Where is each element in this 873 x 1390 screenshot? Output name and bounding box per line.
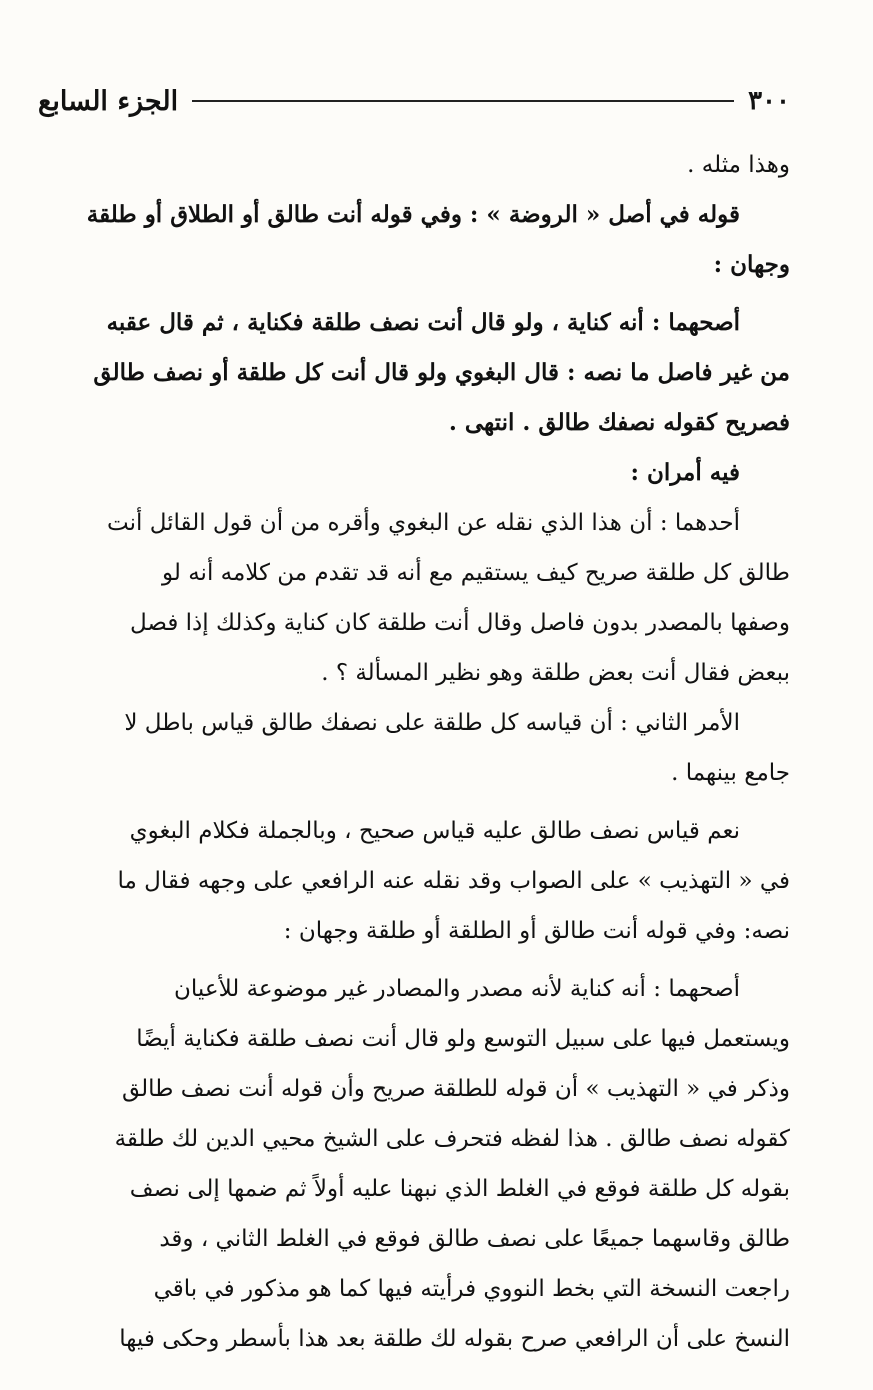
text-line: وذكر في « التهذيب » أن قوله للطلقة صريح وأن قوله أنت نصف طالق <box>121 1076 790 1102</box>
running-header <box>38 80 790 122</box>
text-line: قوله في أصل « الروضة » : وفي قوله أنت طالق أو الطلاق أو طلقة <box>86 201 740 228</box>
text-line: أحدهما : أن هذا الذي نقله عن البغوي وأقره من أن قول القائل أنت <box>107 510 740 536</box>
text-line: نعم قياس نصف طالق عليه قياس صحيح ، وبالجملة فكلام البغوي <box>129 818 740 844</box>
text-line: راجعت النسخة التي بخط النووي فرأيته فيها كما هو مذكور في باقي <box>153 1276 790 1302</box>
text-line: وجهان : <box>713 251 790 278</box>
text-line: ببعض فقال أنت بعض طلقة وهو نظير المسألة ؟ . <box>321 660 790 686</box>
paragraph-gap <box>38 290 790 298</box>
page-number: ٣٠٠ <box>748 86 790 116</box>
paragraph-gap <box>38 798 790 806</box>
text-line: في « التهذيب » على الصواب وقد نقله عنه الرافعي على وجهه فقال ما <box>117 868 790 894</box>
text-line: وهذا مثله . <box>687 152 790 178</box>
volume-title: الجزء السابع <box>38 85 179 117</box>
text-line: بقوله كل طلقة فوقع في الغلط الذي نبهنا عليه أولاً ثم ضمها إلى نصف <box>129 1176 790 1202</box>
text-line: فصريح كقوله نصفك طالق . انتهى . <box>448 409 790 436</box>
text-line: النسخ على أن الرافعي صرح بقوله لك طلقة بعد هذا بأسطر وحكى فيها <box>119 1326 790 1352</box>
text-line: فيه أمران : <box>630 459 740 486</box>
text-line: جامع بينهما . <box>671 760 790 786</box>
text-line: كقوله نصف طالق . هذا لفظه فتحرف على الشيخ محيي الدين لك طلقة <box>114 1126 790 1152</box>
paragraph-gap <box>38 956 790 964</box>
text-line: نصه: وفي قوله أنت طالق أو الطلقة أو طلقة وجهان : <box>283 918 790 944</box>
text-line: الأمر الثاني : أن قياسه كل طلقة على نصفك طالق قياس باطل لا <box>124 710 740 736</box>
text-line: من غير فاصل ما نصه : قال البغوي ولو قال أنت كل طلقة أو نصف طالق <box>93 359 790 386</box>
text-line: طالق كل طلقة صريح كيف يستقيم مع أنه قد تقدم من كلامه أنه لو <box>162 560 790 586</box>
text-line: أصحهما : أنه كناية لأنه مصدر والمصادر غير موضوعة للأعيان <box>174 976 740 1002</box>
text-line: ويستعمل فيها على سبيل التوسع ولو قال أنت نصف طلقة فكناية أيضًا <box>136 1026 790 1052</box>
text-line: وصفها بالمصدر بدون فاصل وقال أنت طلقة كان كناية وكذلك إذا فصل <box>129 610 790 636</box>
text-line: أصحهما : أنه كناية ، ولو قال أنت نصف طلقة فكناية ، ثم قال عقبه <box>106 309 740 336</box>
text-line: طالق وقاسهما جميعًا على نصف طالق فوقع في الغلط الثاني ، وقد <box>159 1226 790 1252</box>
page-body <box>38 140 790 1364</box>
header-rule <box>192 100 734 102</box>
